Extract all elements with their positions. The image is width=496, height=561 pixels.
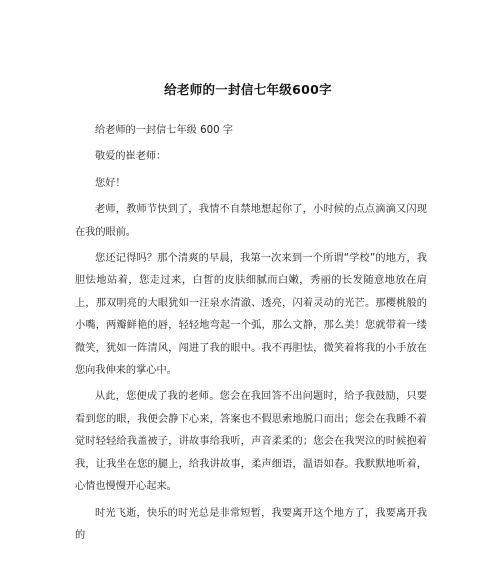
paragraph-4: 时光飞逝，快乐的时光总是非常短暂，我要离开这个地方了，我要离开我的 (75, 507, 427, 541)
document-body (75, 120, 427, 551)
paragraph-3: 从此，您便成了我的老师。您会在我回答不出问题时，给予我鼓励，只要看到您的眼，我便会静下心来，答案也不假思索地脱口而出；您会在我睡不着觉时轻轻给我盖被子，讲故事给我听，声音柔柔的；您会在我哭泣的时候抱着我，让我坐在您的腿上，给我讲故事，柔声细语，温语如春。我默默地听着，心情也慢慢开心起来。 (75, 391, 427, 493)
document-title: 给老师的一封信七年级600字 (164, 82, 332, 97)
paragraph-subtitle: 给老师的一封信七年级 600 字 (95, 125, 233, 136)
paragraph-greeting: 您好！ (95, 177, 126, 189)
paragraph-2: 您还记得吗？那个清爽的早晨，我第一次来到一个所谓“学校”的地方，我胆怯地站着，您走过来，白皙的皮肤细腻而白嫩，秀丽的长发随意地放在肩上，那双明亮的大眼犹如一汪泉水清澈、透亮，闪着灵动的光芒。那樱桃般的小嘴，两瓣鲜艳的唇，轻轻地弯起一个弧，那么文静，那么美！您就带着一缕微笑，犹如一阵清风，闯进了我的眼中。我不再胆怯，微笑着将我的小手放在您向我伸来的掌心中。 (75, 253, 427, 377)
paragraph-salutation: 敬爱的崔老师： (95, 151, 167, 163)
paragraph-1: 老师，教师节快到了，我情不自禁地想起你了，小时候的点点滴滴又闪现在我的眼前。 (75, 204, 427, 238)
